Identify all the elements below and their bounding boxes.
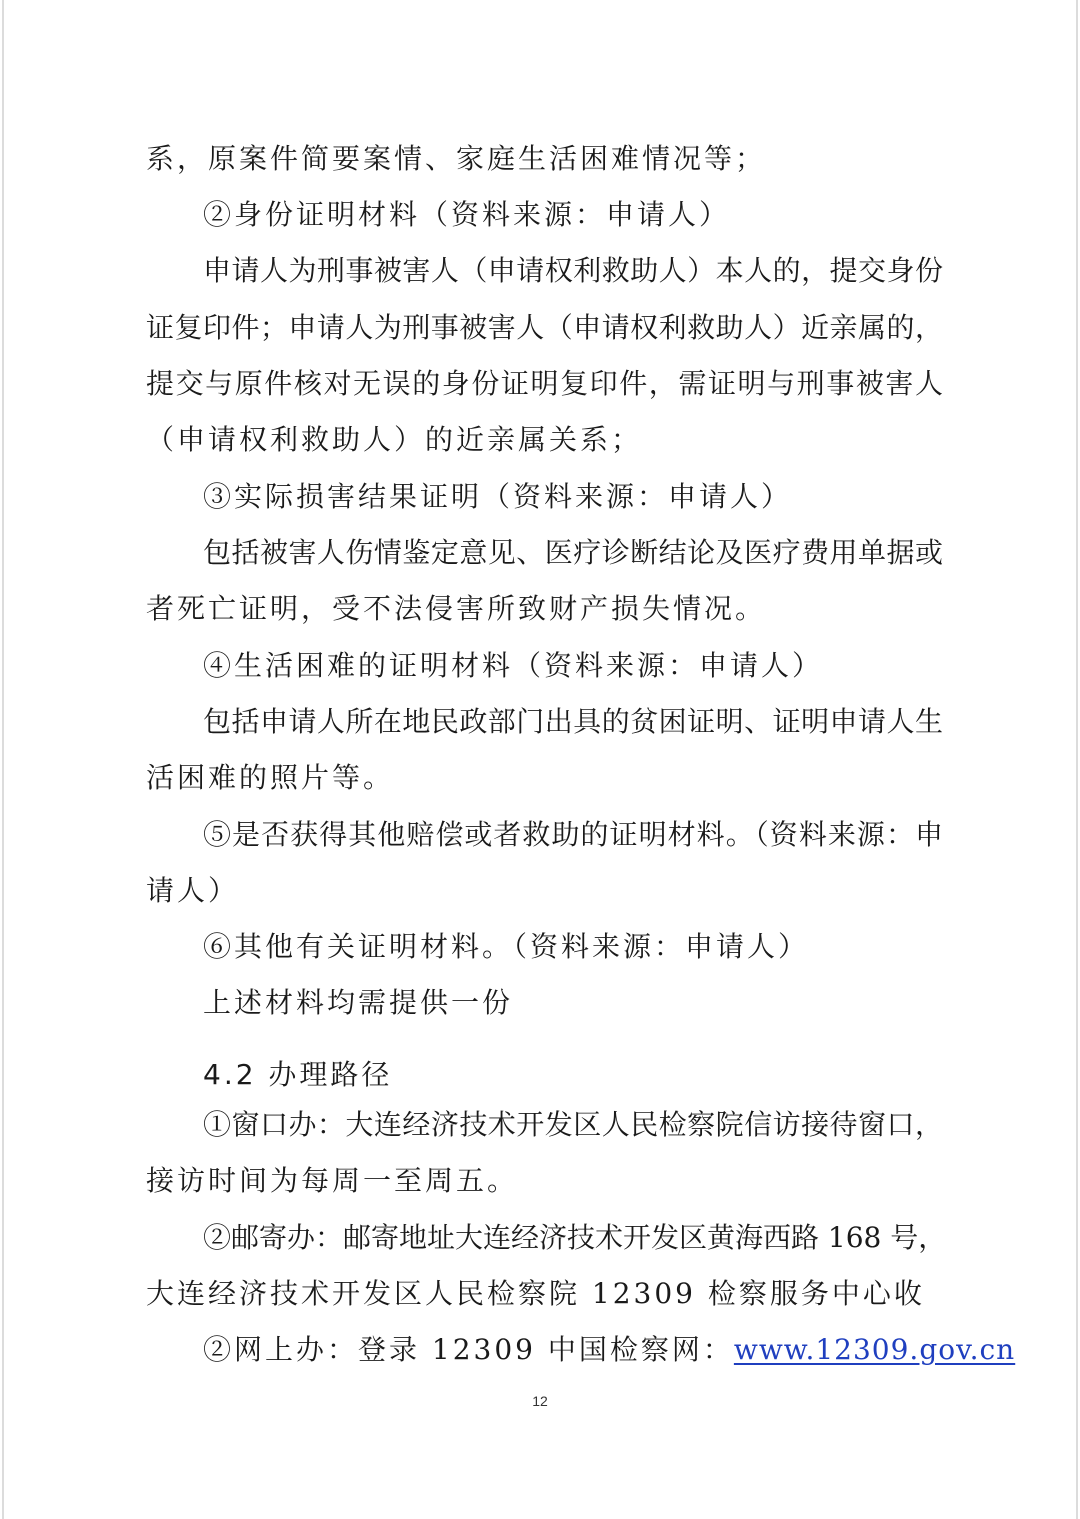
text-line: 系，原案件简要案情、家庭生活困难情况等； bbox=[146, 142, 767, 175]
text-line: ③实际损害结果证明（资料来源：申请人） bbox=[203, 480, 793, 513]
text-line: ⑤是否获得其他赔偿或者救助的证明材料。（资料来源：申 bbox=[203, 818, 943, 851]
text-line: ②身份证明材料（资料来源：申请人） bbox=[203, 198, 731, 231]
text-line: ④生活困难的证明材料（资料来源：申请人） bbox=[203, 649, 824, 682]
text-line: 证复印件；申请人为刑事被害人（申请权利救助人）近亲属的， bbox=[146, 311, 943, 344]
text-line: 包括被害人伤情鉴定意见、医疗诊断结论及医疗费用单据或 bbox=[203, 536, 943, 569]
page-edge-right bbox=[1076, 0, 1078, 1519]
text-line: ②邮寄办：邮寄地址大连经济技术开发区黄海西路 168 号， bbox=[203, 1221, 947, 1254]
text-line: 接访时间为每周一至周五。 bbox=[146, 1164, 519, 1197]
text-line: ①窗口办：大连经济技术开发区人民检察院信访接待窗口， bbox=[203, 1108, 943, 1141]
text-line: 者死亡证明，受不法侵害所致财产损失情况。 bbox=[146, 592, 767, 625]
text-line: （申请权利救助人）的近亲属关系； bbox=[146, 423, 643, 456]
text-line: 活困难的照片等。 bbox=[146, 761, 395, 794]
page-number: 12 bbox=[532, 1393, 548, 1409]
online-prefix: ②网上办：登录 12309 中国检察网： bbox=[203, 1333, 734, 1366]
website-link[interactable]: www.12309.gov.cn bbox=[733, 1333, 1016, 1366]
section-heading: 4.2 办理路径 bbox=[203, 1058, 393, 1091]
page-edge-left bbox=[2, 0, 4, 1519]
online-line bbox=[203, 1332, 1016, 1368]
text-line: 提交与原件核对无误的身份证明复印件，需证明与刑事被害人 bbox=[146, 367, 943, 400]
text-line: 申请人为刑事被害人（申请权利救助人）本人的，提交身份 bbox=[203, 254, 943, 287]
text-line: 请人） bbox=[146, 874, 240, 907]
text-line: 大连经济技术开发区人民检察院 12309 检察服务中心收 bbox=[146, 1277, 925, 1310]
text-line: 包括申请人所在地民政部门出具的贫困证明、证明申请人生 bbox=[203, 705, 943, 738]
text-line: ⑥其他有关证明材料。（资料来源：申请人） bbox=[203, 930, 810, 963]
text-line: 上述材料均需提供一份 bbox=[203, 986, 514, 1019]
